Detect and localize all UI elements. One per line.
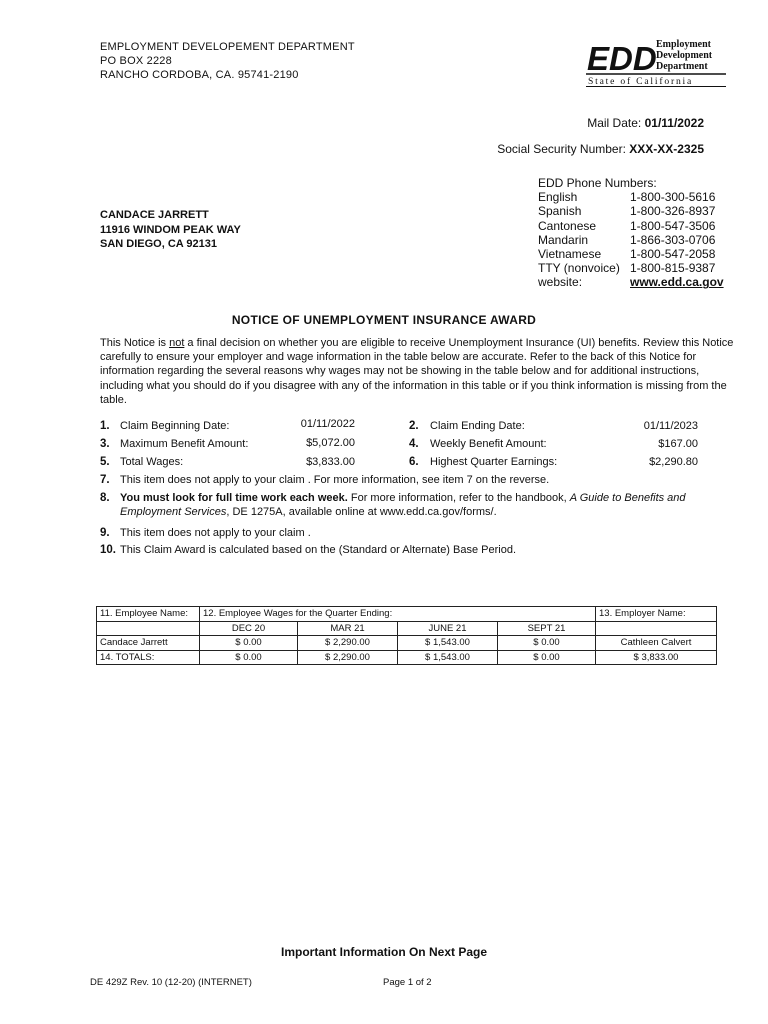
item-3-value: $5,072.00	[306, 437, 355, 449]
item-9-text: This item does not apply to your claim .	[120, 527, 311, 539]
sender-line-1: EMPLOYMENT DEVELOPEMENT DEPARTMENT	[100, 41, 355, 53]
sender-line-2: PO BOX 2228	[100, 55, 172, 67]
website-link[interactable]: www.edd.ca.gov	[630, 275, 724, 290]
social-security-number	[497, 142, 704, 156]
phone-value: 1-800-326-8937	[630, 204, 716, 219]
wage-cell: $ 0.00	[200, 636, 298, 651]
item-8-number: 8.	[100, 492, 110, 504]
phone-row	[538, 190, 724, 204]
item-4-label: Weekly Benefit Amount:	[430, 438, 547, 450]
phone-label: English	[538, 190, 578, 205]
notice-title: NOTICE OF UNEMPLOYMENT INSURANCE AWARD	[231, 313, 537, 327]
item-4-value: $167.00	[658, 438, 698, 450]
item-8-italic: A Guide to Benefits and Employment Services	[120, 492, 686, 518]
item-5-number: 5.	[100, 456, 110, 468]
item-3-label: Maximum Benefit Amount:	[120, 438, 249, 450]
item-6-value: $2,290.80	[649, 456, 698, 468]
ssn-label: Social Security Number:	[497, 142, 626, 156]
recipient-name: CANDACE JARRETT	[100, 209, 209, 221]
phone-row	[538, 261, 724, 275]
item-1-value: 01/11/2022	[300, 418, 355, 430]
phone-label: Mandarin	[538, 232, 589, 247]
totals-label: 14. TOTALS:	[97, 650, 200, 665]
wage-cell: $ 1,543.00	[398, 636, 498, 651]
logo-line-2: Development	[656, 50, 713, 61]
item-5-label: Total Wages:	[120, 456, 184, 468]
phone-row	[538, 204, 724, 218]
ssn-value: XXX-XX-2325	[629, 142, 704, 156]
table-quarter-row	[97, 621, 717, 636]
phone-label: Vietnamese	[538, 247, 602, 262]
mail-date	[587, 116, 704, 130]
table-row	[97, 636, 717, 651]
item-8-end: , DE 1275A, available online at www.edd.ca.gov/forms/.	[226, 506, 497, 518]
item-1-label: Claim Beginning Date:	[120, 420, 230, 432]
intro-pre: This Notice is	[100, 337, 170, 349]
empty-cell	[97, 621, 200, 636]
item-7-number: 7.	[100, 474, 110, 486]
mail-date-label: Mail Date:	[587, 116, 642, 130]
item-3-number: 3.	[100, 438, 110, 450]
item-7-text: This item does not apply to your claim . For more information, see item 7 on the reverse.	[120, 474, 550, 486]
page-number: Page 1 of 2	[383, 977, 432, 988]
phones-heading: EDD Phone Numbers:	[538, 176, 657, 190]
intro-post: a final decision on whether you are eligible to receive Unemployment Insurance (UI) benefits. Review this Notice carefully to ensure your employer and wage information in the table below are accurate. Refer to the back of this Notice for information regarding the several reasons why wages may not be showing in the table below and for additional instructions, including what you should do if you disagree with any of the information in this table or if you think information is missing from the table.	[100, 337, 734, 406]
sender-address	[100, 40, 355, 82]
phone-value: 1-800-547-3506	[630, 218, 716, 233]
item-5-value: $3,833.00	[306, 456, 355, 468]
empty-cell	[596, 621, 717, 636]
logo-state: State of California	[588, 76, 694, 87]
intro-paragraph	[100, 336, 745, 407]
sender-line-3: RANCHO CORDOBA, CA. 95741-2190	[100, 69, 299, 81]
header-employee-name: 11. Employee Name:	[97, 607, 200, 622]
item-10	[100, 543, 740, 557]
item-9	[100, 526, 740, 540]
phone-value: 1-800-300-5616	[630, 190, 716, 205]
logo-letters: EDD	[587, 40, 657, 77]
phone-row	[538, 247, 724, 261]
item-8	[100, 491, 740, 519]
recipient-address	[100, 208, 241, 252]
header-employer-name: 13. Employer Name:	[596, 607, 717, 622]
employer-name-cell: Cathleen Calvert	[596, 636, 717, 651]
quarter-header: DEC 20	[200, 621, 298, 636]
item-9-number: 9.	[100, 527, 110, 539]
item-2-value: 01/11/2023	[643, 420, 698, 432]
item-4-number: 4.	[409, 438, 419, 450]
phone-numbers	[538, 176, 724, 290]
wage-table	[96, 606, 717, 665]
phone-value: 1-800-547-2058	[630, 247, 716, 262]
item-8-text	[120, 491, 720, 519]
next-page-notice: Important Information On Next Page	[280, 945, 487, 959]
employer-total-cell: $ 3,833.00	[596, 650, 717, 665]
item-6-number: 6.	[409, 456, 419, 468]
total-wage-cell: $ 2,290.00	[298, 650, 398, 665]
mail-date-value: 01/11/2022	[644, 116, 704, 130]
item-2-number: 2.	[409, 420, 419, 432]
total-wage-cell: $ 1,543.00	[398, 650, 498, 665]
total-wage-cell: $ 0.00	[498, 650, 596, 665]
website-label: website:	[538, 275, 583, 290]
item-10-number: 10.	[100, 544, 116, 556]
table-header-row	[97, 607, 717, 622]
item-1-number: 1.	[100, 420, 110, 432]
wage-cell: $ 0.00	[498, 636, 596, 651]
table-totals-row	[97, 650, 717, 665]
item-8-bold: You must look for full time work each week.	[120, 492, 348, 504]
quarter-header: MAR 21	[298, 621, 398, 636]
quarter-header: SEPT 21	[498, 621, 596, 636]
phone-label: Cantonese	[538, 218, 597, 233]
phone-value: 1-800-815-9387	[630, 261, 716, 276]
recipient-city: SAN DIEGO, CA 92131	[100, 238, 217, 250]
total-wage-cell: $ 0.00	[200, 650, 298, 665]
website-row	[538, 275, 724, 289]
item-6-label: Highest Quarter Earnings:	[430, 456, 558, 468]
form-id: DE 429Z Rev. 10 (12-20) (INTERNET)	[90, 977, 252, 988]
quarter-header: JUNE 21	[398, 621, 498, 636]
phone-row	[538, 233, 724, 247]
item-10-text: This Claim Award is calculated based on the (Standard or Alternate) Base Period.	[120, 544, 517, 556]
header-wages: 12. Employee Wages for the Quarter Ending:	[200, 607, 596, 622]
logo-line-1: Employment	[656, 39, 711, 50]
phone-row	[538, 219, 724, 233]
employee-name-cell: Candace Jarrett	[97, 636, 200, 651]
intro-not: not	[169, 337, 185, 349]
phone-label: TTY (nonvoice)	[538, 261, 620, 276]
edd-logo	[586, 37, 726, 87]
phone-label: Spanish	[538, 204, 582, 219]
item-2-label: Claim Ending Date:	[430, 420, 525, 432]
logo-line-3: Department	[656, 61, 708, 72]
item-8-mid: For more information, refer to the handbook,	[347, 492, 570, 504]
recipient-street: 11916 WINDOM PEAK WAY	[100, 223, 241, 236]
phone-value: 1-866-303-0706	[630, 232, 716, 247]
item-7	[100, 473, 740, 487]
wage-cell: $ 2,290.00	[298, 636, 398, 651]
